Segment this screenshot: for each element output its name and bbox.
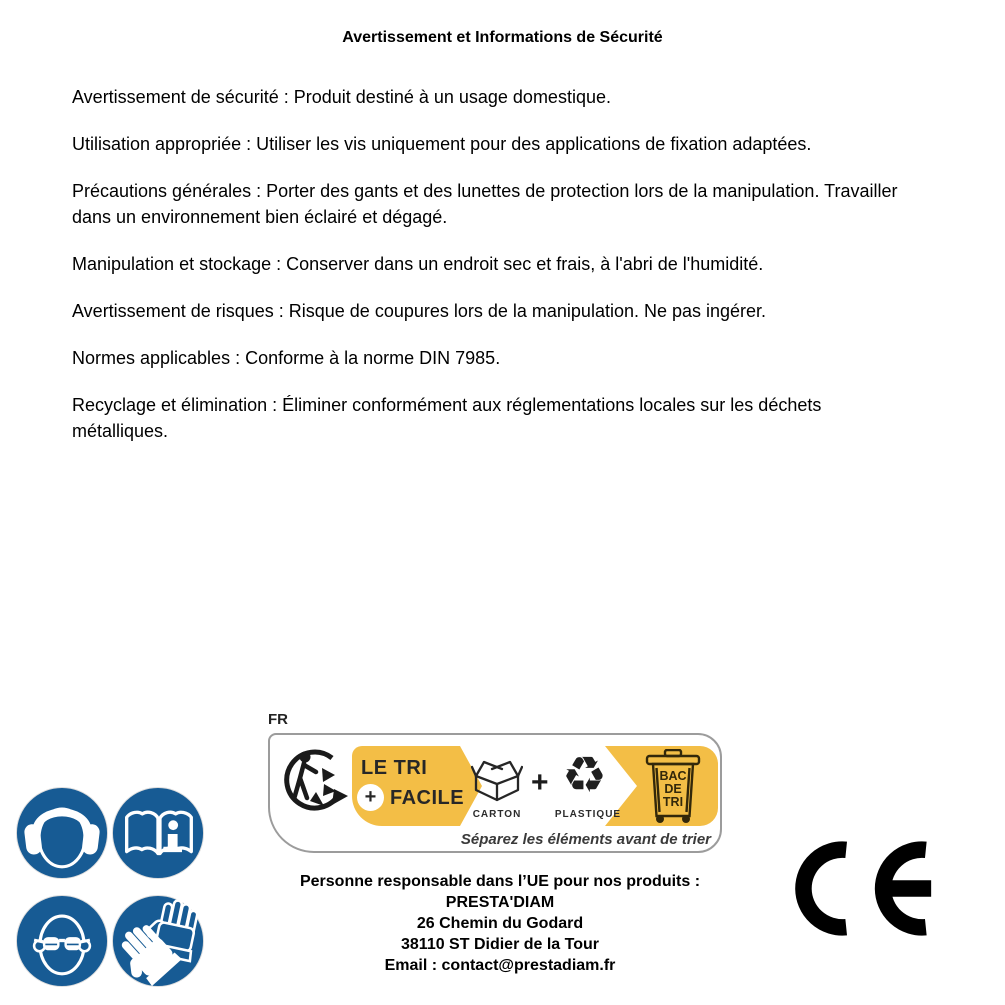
bin-text-line: BAC (659, 769, 687, 783)
read-instruction-manual-icon (111, 786, 205, 880)
triman-icon (282, 744, 348, 820)
recycling-triangle-icon: ♻ (562, 747, 607, 803)
facile-headline: FACILE (390, 787, 465, 809)
safety-paragraph: Recyclage et élimination : Éliminer conformément aux réglementations locales sur les déchets métalliques. (72, 395, 822, 441)
ce-mark-icon (795, 838, 943, 939)
address-line: 38110 ST Didier de la Tour (401, 936, 599, 953)
page-title: Avertissement et Informations de Sécurité (342, 29, 663, 46)
safety-paragraph: Normes applicables : Conforme à la norme DIN 7985. (72, 348, 501, 368)
safety-paragraph: Avertissement de risques : Risque de coupures lors de la manipulation. Ne pas ingérer. (72, 301, 767, 321)
bin-text-line: DE (664, 782, 682, 796)
recycling-sorting-label (268, 733, 722, 853)
wear-eye-protection-icon (15, 894, 109, 988)
safety-text-block (72, 84, 912, 465)
email-line: Email : contact@prestadiam.fr (384, 957, 616, 974)
address-line: 26 Chemin du Godard (416, 915, 584, 932)
carton-label: CARTON (472, 809, 522, 820)
fr-country-code: FR (268, 711, 288, 728)
carton-box-icon (471, 758, 523, 804)
safety-paragraph: Utilisation appropriée : Utiliser les vis uniquement pour des applications de fixation adaptées. (72, 134, 812, 154)
wear-ear-protection-icon (15, 786, 109, 880)
plastique-label: PLASTIQUE (554, 809, 622, 820)
responsible-heading: Personne responsable dans l’UE pour nos produits : (299, 873, 701, 890)
le-tri-headline: LE TRI (361, 757, 428, 779)
wear-protective-gloves-icon (111, 894, 205, 988)
materials-plus-sign: + (531, 766, 549, 799)
yellow-band (352, 746, 718, 826)
safety-paragraph: Précautions générales : Porter des gants et des lunettes de protection lors de la manipulation. Travailler dans un environnement bien éclairé et dégagé. (72, 181, 898, 227)
company-name: PRESTA'DIAM (445, 894, 555, 911)
bin-text-line: TRI (662, 795, 684, 809)
safety-paragraph: Avertissement de sécurité : Produit destiné à un usage domestique. (72, 87, 611, 107)
plus-circle-icon: + (357, 784, 384, 811)
sorting-footer-note: Séparez les éléments avant de trier (460, 831, 711, 848)
sorting-bin-icon (644, 749, 702, 825)
responsible-person-block (240, 871, 760, 976)
safety-paragraph: Manipulation et stockage : Conserver dans un endroit sec et frais, à l'abri de l'humidité. (72, 254, 764, 274)
